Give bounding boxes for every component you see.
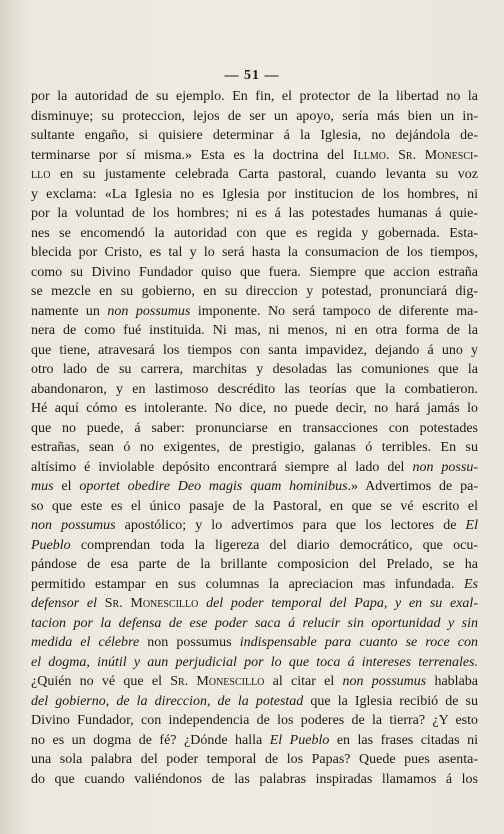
text-line: [31, 633, 478, 653]
text-line: [31, 204, 478, 224]
text-line: [31, 731, 478, 751]
text-run: otro lado de su carrera, marchitas y desoladas las comuniones que la: [31, 362, 478, 377]
text-line: [31, 380, 478, 400]
text-run: altísimo é inviolable depósito encontrará siempre al lado del: [31, 459, 413, 475]
text-run: el dogma, inútil y aun perjudicial por lo que toca á intereses terrenales.: [31, 654, 478, 670]
text-run: non possumus: [342, 674, 427, 689]
text-line: [31, 575, 478, 595]
text-run: al citar el: [264, 674, 343, 689]
text-line: [31, 243, 478, 263]
text-run: se mezcle en su gobierno, en su direccion y potestad, pronunciará dig-: [31, 284, 478, 299]
text-run: como su Divino Fundador quiso que fuera. Siempre que accion estraña: [31, 264, 478, 280]
text-line: [31, 458, 478, 478]
text-run: una sola palabra del poder temporal de los Papas? Quede pues asenta-: [31, 752, 478, 767]
text-run: el: [53, 479, 80, 494]
text-line: [31, 341, 478, 361]
text-run: sultante engaño, si quisiere determinar á la Iglesia, no dejándola de-: [31, 128, 478, 143]
text-line: [31, 419, 478, 439]
text-run: llo: [31, 167, 51, 182]
text-line: [31, 672, 478, 692]
text-line: [31, 477, 478, 497]
text-run: que no puede, á saber: pronunciarse en transacciones con potestades: [31, 420, 478, 436]
text-line: [31, 126, 478, 146]
text-run: en su justamente celebrada Carta pastoral, cuando levanta su voz: [50, 167, 478, 182]
text-run: ¿Quién no vé que el: [31, 674, 171, 689]
text-run: estrañas, sean ó no exigentes, de prestigio, galanas ó terribles. En su: [31, 440, 478, 455]
text-run: El: [465, 518, 478, 533]
page-number: — 51 —: [224, 68, 280, 83]
text-line: [31, 302, 478, 322]
text-run: non possumus: [139, 635, 240, 650]
text-run: non possumus: [107, 303, 191, 319]
text-run: Sr. Monescillo: [104, 596, 199, 611]
text-run: oportet obedire Deo magis quam hominibus: [79, 479, 348, 494]
text-run: por la autoridad de su ejemplo. En fin, el protector de la libertad no la: [31, 89, 478, 104]
text-run: namente un: [31, 303, 108, 319]
text-run: indispensable para cuanto se roce con: [239, 635, 479, 650]
text-run: imponente. No será tampoco de diferente ma-: [190, 303, 478, 319]
text-run: medida el célebre: [31, 635, 140, 650]
text-run: en las frases citadas ni: [329, 732, 478, 748]
text-line: [31, 692, 478, 712]
text-line: [31, 360, 478, 380]
text-line: [31, 653, 478, 673]
text-run: El Pueblo: [269, 732, 330, 748]
text-line: [31, 224, 478, 244]
text-run: abandonaron, y en lastimoso descrédito las teorías que la combatieron.: [31, 381, 478, 397]
text-line: [31, 438, 478, 458]
text-run: que tiene, atravesará los tiempos con santa impavidez, dejando á uno y: [31, 342, 478, 358]
text-line: [31, 165, 478, 185]
text-run: hablaba: [426, 674, 478, 689]
text-run: do que cuando valiéndonos de las palabras inspiradas llamamos á los: [31, 771, 478, 787]
text-run: Hé aquí cómo es intolerante. No dice, no puede decir, no hará jamás lo: [31, 401, 478, 416]
text-run: Pueblo: [31, 537, 71, 553]
text-run: .» Advertimos de pa-: [347, 479, 478, 494]
text-line: [31, 282, 478, 302]
text-line: [31, 770, 478, 790]
text-run: Sr. Monescillo: [170, 674, 265, 689]
text-run: comprendan toda la ligereza del diario democrático, que ocu-: [70, 537, 478, 553]
text-run: nera de como fué instituida. Ni mas, ni menos, ni en otra forma de la: [31, 323, 478, 338]
text-run: Divino Fundador, con independencia de los poderes de la tierra? ¿Y esto: [31, 713, 478, 728]
text-line: [31, 750, 478, 770]
text-run: y exclama: «La Iglesia no es Iglesia por institucion de los hombres, ni: [31, 186, 478, 202]
text-run: Es: [464, 576, 478, 592]
text-line: [31, 399, 478, 419]
text-line: [31, 614, 478, 634]
text-line: [31, 185, 478, 205]
text-line: [31, 87, 478, 107]
text-line: [31, 107, 478, 127]
text-run: non possumus: [31, 518, 116, 533]
text-run: disminuye; su proteccion, lejos de ser un apoyo, sería más bien un in-: [31, 108, 478, 124]
text-run: del poder temporal del Papa, y en su exal-: [198, 596, 478, 611]
text-run: del gobierno, de la direccion, de la potestad: [31, 693, 304, 709]
text-run: nes se encomendó la autoridad con que es regida y gobernada. Esta-: [31, 225, 478, 241]
text-run: permitido estampar en sus columnas la apreciacion mas infundada.: [31, 576, 464, 592]
text-line: [31, 536, 478, 556]
text-run: no es un dogma de fé? ¿Dónde halla: [31, 732, 270, 748]
text-run: blecida por Cristo, es tal y lo será hasta la consumacion de los tiempos,: [31, 245, 478, 260]
text-line: [31, 594, 478, 614]
body-text: [31, 87, 478, 789]
text-run: so que este es el único pasaje de la Pastoral, en que se vé escrito el: [31, 498, 478, 514]
text-run: tacion por la defensa de ese poder saca á relucir sin oportunidad y sin: [31, 615, 478, 631]
text-line: [31, 321, 478, 341]
text-line: [31, 146, 478, 166]
text-run: defensor el: [31, 596, 105, 611]
text-line: [31, 555, 478, 575]
text-line: [31, 516, 478, 536]
text-run: mus: [31, 479, 54, 494]
text-line: [31, 497, 478, 517]
text-run: pándose de esa parte de la brillante composicion del Prelado, se ha: [31, 557, 478, 572]
text-run: que la Iglesia recibió de su: [303, 693, 479, 709]
text-run: non possu-: [412, 459, 478, 475]
text-line: [31, 711, 478, 731]
text-run: por la voluntad de los hombres; ni es á las potestades humanas á quie-: [31, 206, 478, 221]
text-run: Illmo. Sr. Monesci-: [352, 147, 478, 163]
text-line: [31, 263, 478, 283]
text-run: terminarse por sí misma.» Esta es la doctrina del: [31, 147, 353, 163]
text-run: apostólico; y lo advertimos para que los lectores de: [115, 518, 466, 533]
